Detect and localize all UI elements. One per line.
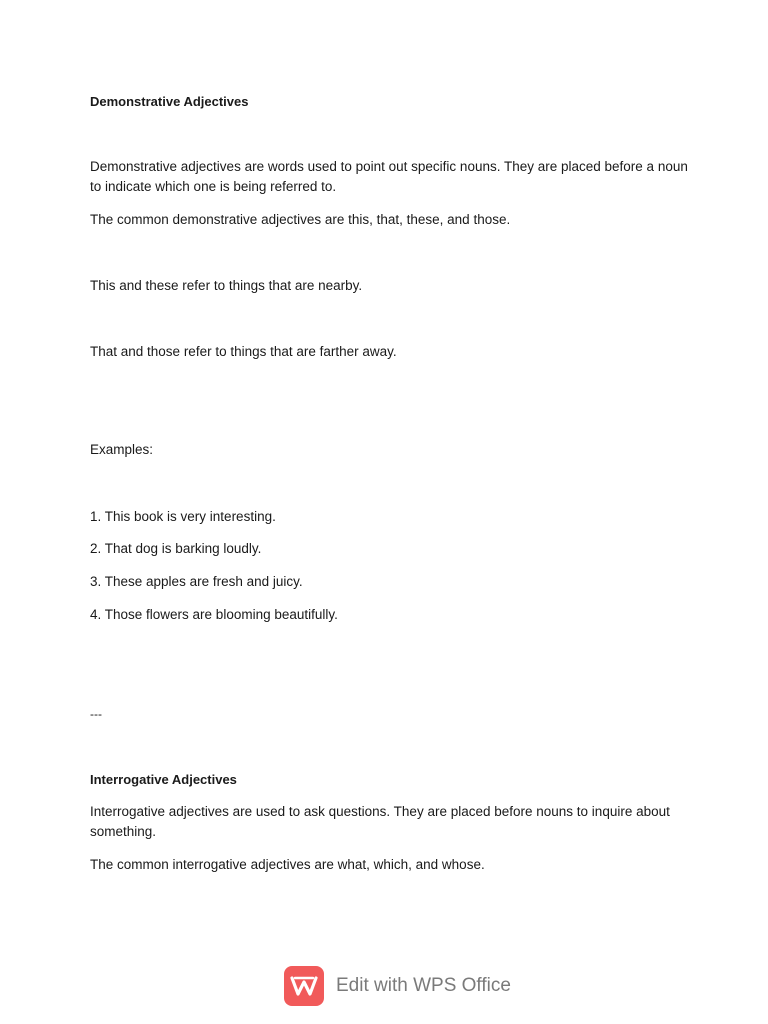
paragraph-nearby: This and these refer to things that are nearby.: [90, 278, 363, 293]
paragraph-common-interrogatives: The common interrogative adjectives are what, which, and whose.: [90, 857, 485, 872]
paragraph-interrogative-definition: Interrogative adjectives are used to ask questions. They are placed before nouns to inquire about something.: [90, 804, 670, 839]
example-item: 2. That dog is barking loudly.: [90, 541, 262, 556]
section-separator: ---: [90, 707, 102, 721]
heading-demonstrative: Demonstrative Adjectives: [90, 94, 249, 109]
wps-edit-banner[interactable]: [284, 965, 511, 1007]
wps-office-logo-icon: [284, 966, 324, 1006]
example-item: 4. Those flowers are blooming beautifully.: [90, 607, 338, 622]
paragraph-common-demonstratives: The common demonstrative adjectives are this, that, these, and those.: [90, 212, 511, 227]
heading-interrogative: Interrogative Adjectives: [90, 772, 237, 787]
example-item: 3. These apples are fresh and juicy.: [90, 574, 303, 589]
edit-with-wps-label: Edit with WPS Office: [336, 975, 511, 996]
examples-label: Examples:: [90, 442, 154, 457]
paragraph-farther: That and those refer to things that are farther away.: [90, 344, 397, 359]
paragraph-definition: Demonstrative adjectives are words used to point out specific nouns. They are placed before a noun to indicate which one is being referred to.: [90, 159, 688, 194]
example-item: 1. This book is very interesting.: [90, 509, 276, 524]
